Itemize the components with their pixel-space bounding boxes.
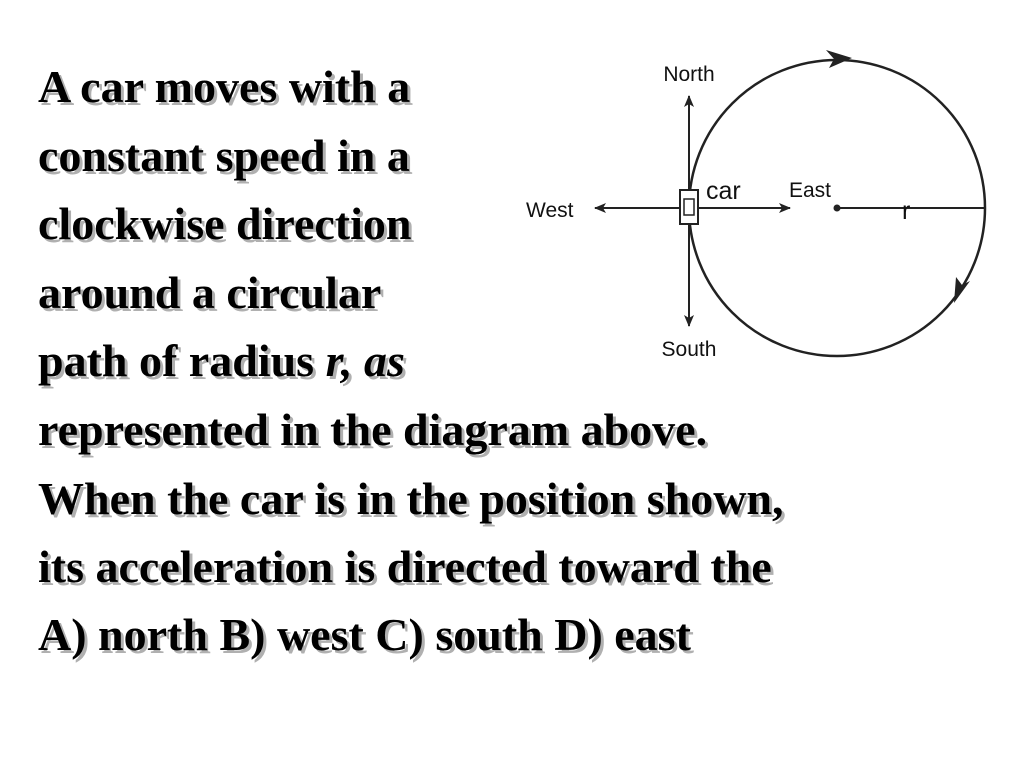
radius-label: r [902,197,911,225]
car-label: car [706,177,741,205]
circular-motion-diagram [515,40,995,370]
south-label: South [661,338,717,361]
question-line-6: represented in the diagram above. [38,404,708,455]
clockwise-arrow-right [954,277,970,303]
answer-choices: A) north B) west C) south D) east [38,609,691,660]
west-label: West [526,199,574,222]
question-line-8: its acceleration is directed toward the [38,541,772,592]
question-line-3: clockwise direction [38,198,412,249]
question-line-7: When the car is in the position shown, [38,473,784,524]
east-label: East [789,179,832,202]
north-label: North [663,63,715,86]
question-line-2: constant speed in a [38,130,410,181]
question-line-1: A car moves with a [38,61,411,112]
question-line-4: around a circular [38,267,382,318]
radius-italic-text: r, as [325,335,405,386]
question-line-5-text: path of radius [38,335,326,386]
center-point [834,205,841,212]
question-line-5 [38,335,405,386]
car-icon [680,190,698,224]
